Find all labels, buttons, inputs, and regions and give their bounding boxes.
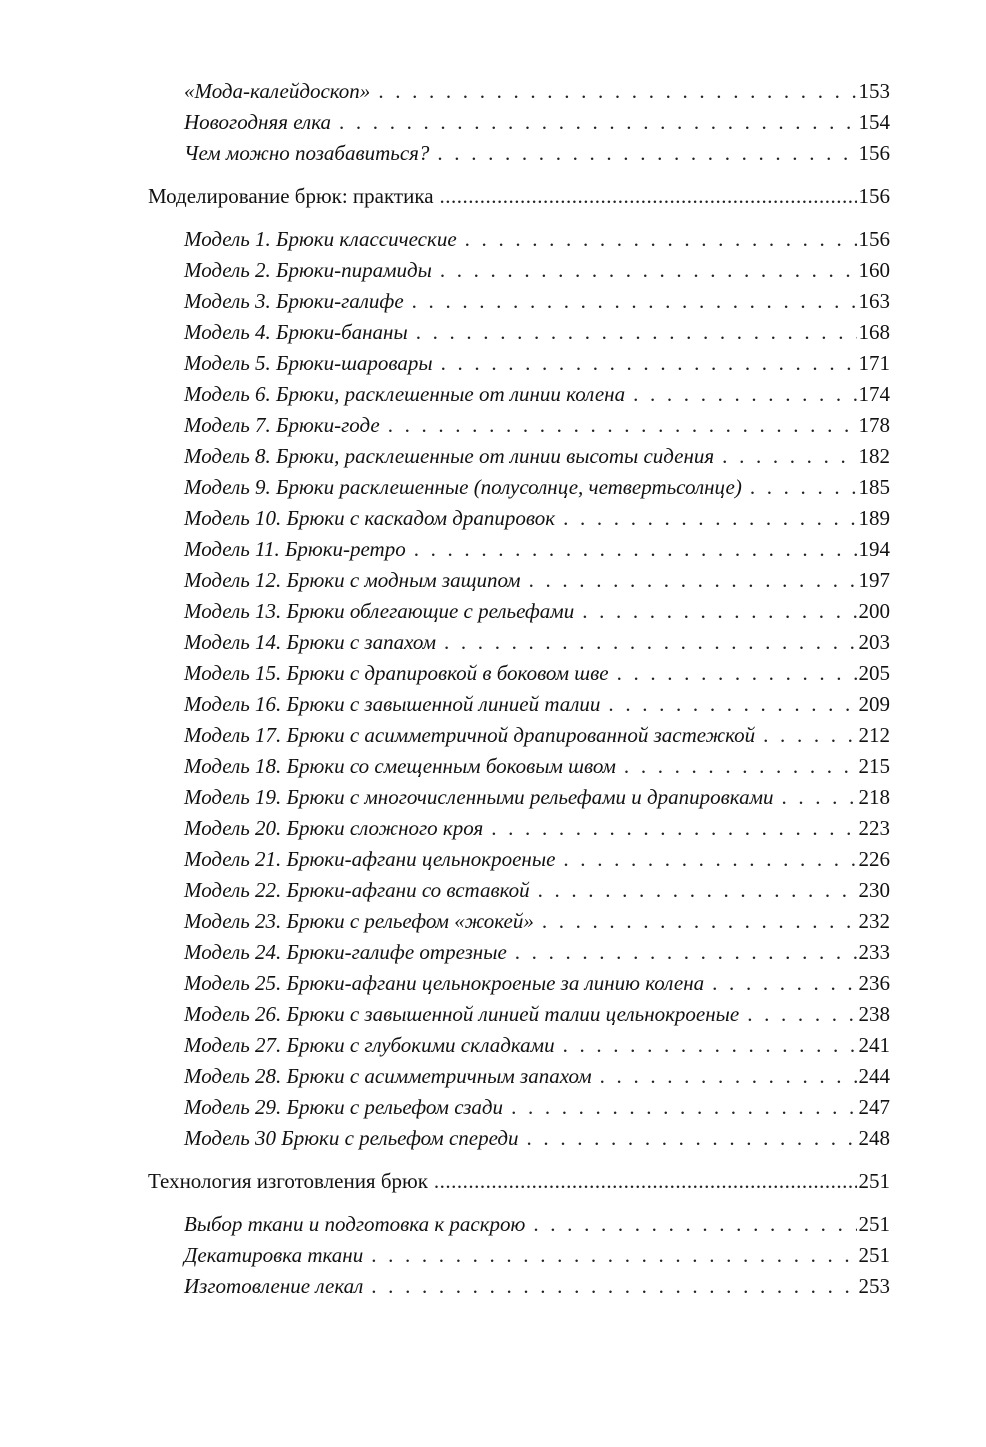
toc-entry-title: Модель 23. Брюки с рельефом «жокей» [184, 909, 534, 933]
dot-leader [440, 255, 857, 286]
toc-entry [148, 658, 890, 689]
dot-leader [414, 534, 857, 565]
toc-page-number: 253 [858, 1274, 890, 1298]
toc-page-number: 154 [858, 110, 890, 134]
toc-entry [148, 286, 890, 317]
toc-entry-title: Модель 6. Брюки, расклешенные от линии колена [184, 382, 626, 406]
toc-page-number: 209 [858, 692, 890, 716]
toc-page-number: 185 [858, 475, 890, 499]
toc-page-number: 156 [858, 227, 890, 251]
dot-leader [617, 658, 857, 689]
dot-leader [529, 565, 857, 596]
toc-page-number: 203 [858, 630, 890, 654]
toc-entry [148, 1061, 890, 1092]
dot-leader [763, 720, 856, 751]
toc-entry [148, 107, 890, 138]
dot-leader [542, 906, 857, 937]
toc-page-number: 251 [858, 1169, 890, 1193]
toc-entry [148, 813, 890, 844]
toc-entry-title: Модель 5. Брюки-шаровары [184, 351, 433, 375]
dot-leader [538, 875, 857, 906]
toc-entry-title: Изготовление лекал [184, 1274, 364, 1298]
toc-page-number: 218 [858, 785, 890, 809]
toc-page-number: 182 [858, 444, 890, 468]
dot-leader [441, 348, 857, 379]
toc-entry-title: Модель 8. Брюки, расклешенные от линии высоты сидения [184, 444, 715, 468]
toc-section-entry [148, 1166, 890, 1197]
toc-entry [148, 255, 890, 286]
toc-entry-title: «Мода-калейдоскоп» [184, 79, 371, 103]
dot-leader [747, 999, 856, 1030]
dot-leader [582, 596, 856, 627]
toc-entry [148, 844, 890, 875]
toc-page-number: 233 [858, 940, 890, 964]
toc-entry [148, 138, 890, 169]
toc-entry [148, 937, 890, 968]
dot-leader [608, 689, 856, 720]
toc-page-number: 153 [858, 79, 890, 103]
toc-entry-title: Чем можно позабавиться? [184, 141, 430, 165]
toc-page-number: 238 [858, 1002, 890, 1026]
toc-entry [148, 999, 890, 1030]
toc-page-number: 197 [858, 568, 890, 592]
toc-entry [148, 689, 890, 720]
toc-entry-title: Модель 25. Брюки-афгани цельнокроеные за линию колена [184, 971, 705, 995]
toc-entry-title: Модель 1. Брюки классические [184, 227, 457, 251]
dot-leader [444, 627, 857, 658]
toc-entry [148, 472, 890, 503]
toc-entry-title: Модель 29. Брюки с рельефом сзади [184, 1095, 504, 1119]
toc-entry-title: Модель 27. Брюки с глубокими складками [184, 1033, 555, 1057]
toc-entry-title: Модель 10. Брюки с каскадом драпировок [184, 506, 556, 530]
dot-leader [563, 1030, 857, 1061]
toc-entry-title: Модель 19. Брюки с многочисленными рельефами и драпировками [184, 785, 774, 809]
dot-leader [412, 286, 857, 317]
toc-page-number: 194 [858, 537, 890, 561]
toc-page-number: 168 [858, 320, 890, 344]
toc-entry-title: Выбор ткани и подготовка к раскрою [184, 1212, 526, 1236]
dot-leader [437, 138, 856, 169]
toc-entry-title: Модель 3. Брюки-галифе [184, 289, 404, 313]
dot-leader [722, 441, 856, 472]
toc-page-number: 226 [858, 847, 890, 871]
toc-entry [148, 1030, 890, 1061]
toc-entry-title: Модель 18. Брюки со смещенным боковым швом [184, 754, 616, 778]
toc-page-number: 212 [858, 723, 890, 747]
toc-entry [148, 627, 890, 658]
dot-leader [371, 1271, 856, 1302]
toc-entry-title: Модель 16. Брюки с завышенной линией талии [184, 692, 601, 716]
toc-entry-title: Модель 11. Брюки-ретро [184, 537, 406, 561]
dot-leader [750, 472, 857, 503]
toc-entry [148, 379, 890, 410]
table-of-contents [148, 76, 890, 1302]
toc-entry-title: Модель 7. Брюки-годе [184, 413, 380, 437]
dot-leader [371, 1240, 856, 1271]
dot-leader [781, 782, 856, 813]
toc-entry-title: Модель 24. Брюки-галифе отрезные [184, 940, 507, 964]
toc-page-number: 241 [858, 1033, 890, 1057]
dot-leader [527, 1123, 857, 1154]
toc-entry [148, 565, 890, 596]
toc-entry [148, 441, 890, 472]
dot-leader [491, 813, 856, 844]
dot-leader [600, 1061, 857, 1092]
toc-entry [148, 76, 890, 107]
toc-page-number: 244 [858, 1064, 890, 1088]
toc-page-number: 251 [858, 1212, 890, 1236]
dot-leader [511, 1092, 856, 1123]
toc-entry [148, 968, 890, 999]
toc-page-number: 248 [858, 1126, 890, 1150]
toc-page-number: 160 [858, 258, 890, 282]
toc-entry-title: Моделирование брюк: практика [148, 184, 434, 208]
toc-page-number: 156 [858, 184, 890, 208]
toc-entry [148, 1240, 890, 1271]
dot-leader [712, 968, 856, 999]
toc-page-number: 200 [858, 599, 890, 623]
toc-entry [148, 1123, 890, 1154]
toc-entry [148, 503, 890, 534]
toc-page-number: 178 [858, 413, 890, 437]
toc-page-number: 230 [858, 878, 890, 902]
toc-section-entry [148, 181, 890, 212]
toc-entry [148, 410, 890, 441]
dot-leader [416, 317, 857, 348]
toc-entry-title: Модель 4. Брюки-бананы [184, 320, 408, 344]
dot-leader [624, 751, 857, 782]
toc-entry [148, 1092, 890, 1123]
toc-entry [148, 875, 890, 906]
toc-entry-title: Модель 28. Брюки с асимметричным запахом [184, 1064, 592, 1088]
toc-entry [148, 1271, 890, 1302]
toc-page-number: 223 [858, 816, 890, 840]
toc-entry [148, 720, 890, 751]
toc-entry-title: Модель 22. Брюки-афгани со вставкой [184, 878, 530, 902]
toc-entry [148, 534, 890, 565]
toc-page-number: 189 [858, 506, 890, 530]
dot-leader [434, 1166, 857, 1197]
dot-leader [440, 181, 857, 212]
toc-entry [148, 348, 890, 379]
dot-leader [633, 379, 856, 410]
toc-page-number: 156 [858, 141, 890, 165]
toc-entry-title: Модель 9. Брюки расклешенные (полусолнце, четвертьсолнце) [184, 475, 742, 499]
toc-entry-title: Декатировка ткани [184, 1243, 364, 1267]
toc-page-number: 215 [858, 754, 890, 778]
dot-leader [515, 937, 857, 968]
toc-entry [148, 906, 890, 937]
dot-leader [339, 107, 857, 138]
dot-leader [563, 844, 856, 875]
toc-entry [148, 1209, 890, 1240]
toc-entry-title: Модель 13. Брюки облегающие с рельефами [184, 599, 575, 623]
toc-entry-title: Модель 15. Брюки с драпировкой в боковом шве [184, 661, 609, 685]
toc-entry [148, 751, 890, 782]
toc-entry-title: Модель 2. Брюки-пирамиды [184, 258, 432, 282]
toc-entry-title: Модель 12. Брюки с модным защипом [184, 568, 521, 592]
toc-page-number: 251 [858, 1243, 890, 1267]
toc-page-number: 232 [858, 909, 890, 933]
toc-entry [148, 782, 890, 813]
toc-entry [148, 224, 890, 255]
toc-entry-title: Модель 20. Брюки сложного кроя [184, 816, 484, 840]
dot-leader [563, 503, 856, 534]
toc-entry-title: Модель 14. Брюки с запахом [184, 630, 436, 654]
toc-entry [148, 596, 890, 627]
dot-leader [465, 224, 857, 255]
toc-page-number: 247 [858, 1095, 890, 1119]
toc-entry [148, 317, 890, 348]
toc-entry-title: Модель 21. Брюки-афгани цельнокроеные [184, 847, 556, 871]
dot-leader [378, 76, 856, 107]
toc-page-number: 163 [858, 289, 890, 313]
toc-entry-title: Новогодняя елка [184, 110, 331, 134]
dot-leader [533, 1209, 856, 1240]
toc-page-number: 236 [858, 971, 890, 995]
toc-entry-title: Модель 17. Брюки с асимметричной драпированной застежкой [184, 723, 756, 747]
toc-page-number: 174 [858, 382, 890, 406]
toc-page-number: 171 [858, 351, 890, 375]
dot-leader [388, 410, 857, 441]
toc-entry-title: Технология изготовления брюк [148, 1169, 428, 1193]
toc-page-number: 205 [858, 661, 890, 685]
toc-entry-title: Модель 26. Брюки с завышенной линией талии цельнокроеные [184, 1002, 740, 1026]
toc-entry-title: Модель 30 Брюки с рельефом спереди [184, 1126, 519, 1150]
